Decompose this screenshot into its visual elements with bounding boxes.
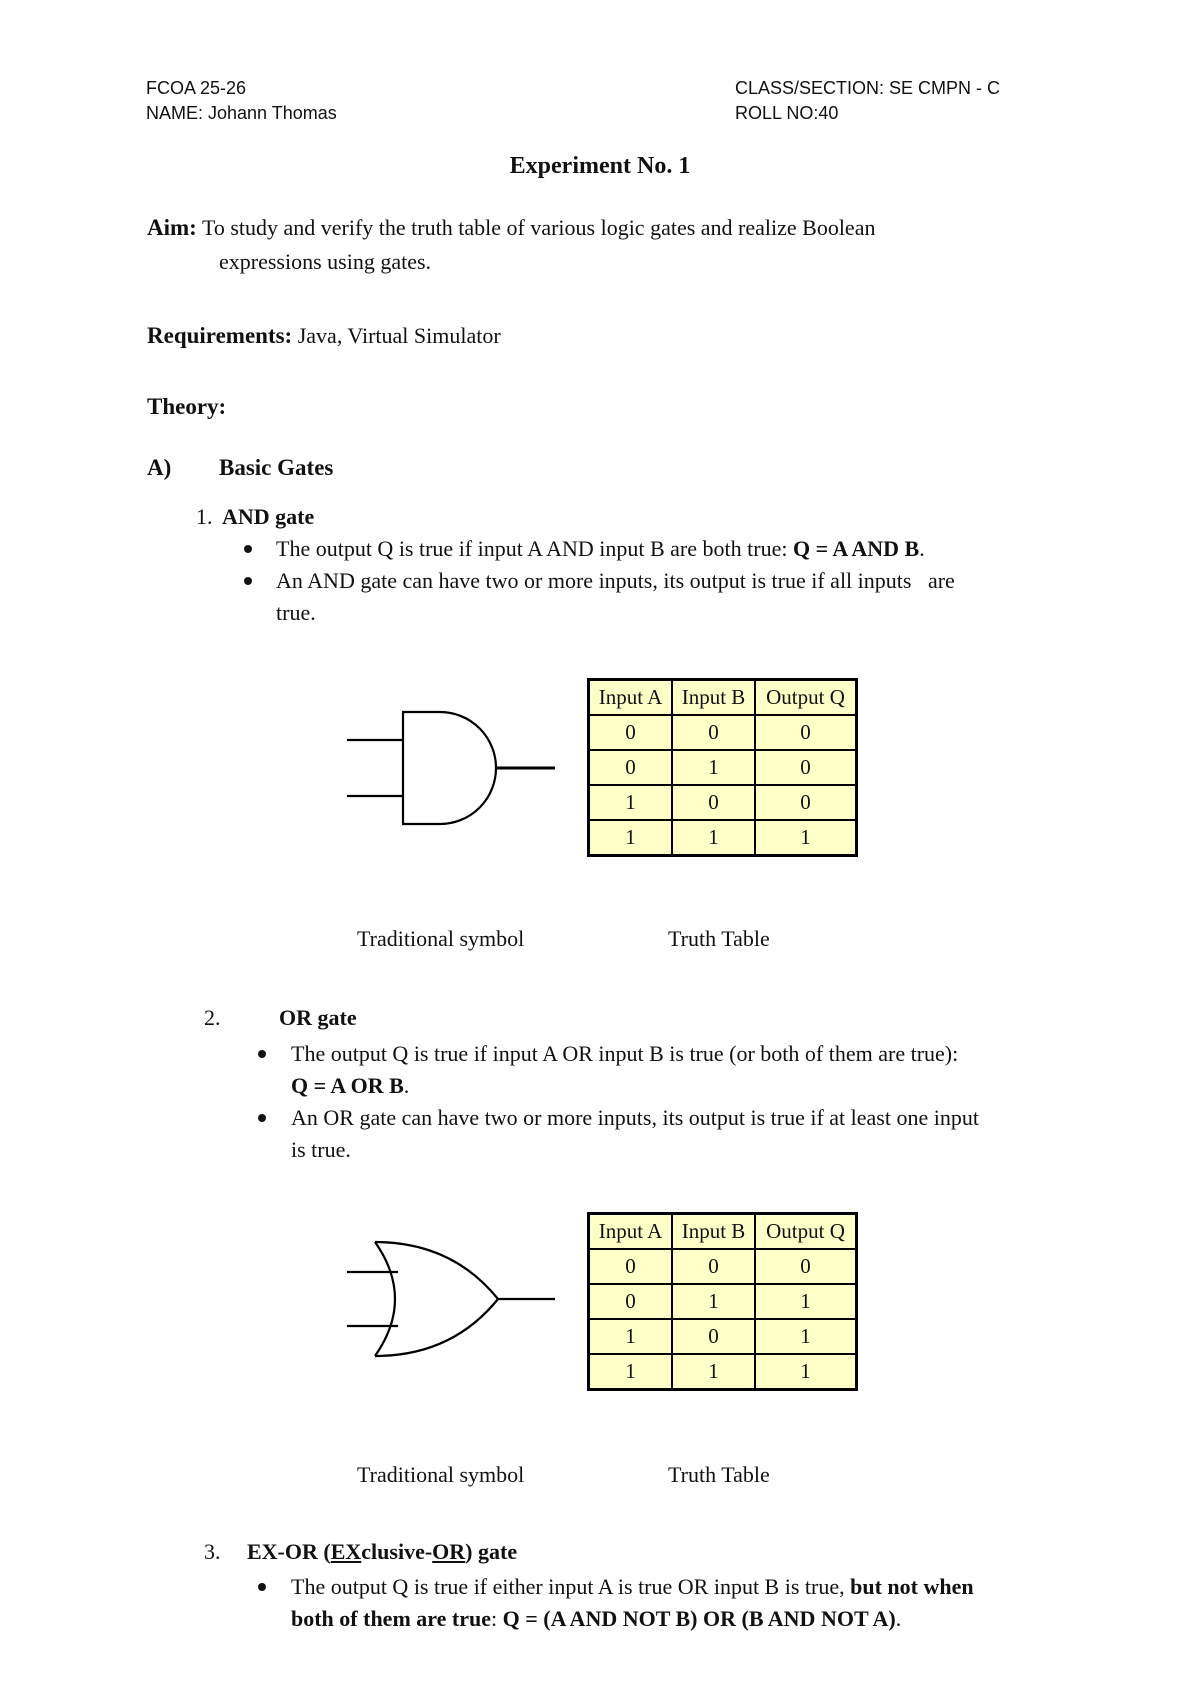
table-row [589, 820, 857, 856]
header-input-a: Input A [589, 1214, 673, 1250]
or-gate-symbol [340, 1235, 560, 1370]
xor-title-ex: EX [330, 1539, 362, 1564]
table-cell: 0 [672, 1249, 755, 1284]
and-bullet-1-text: The output Q is true if input A AND input B are both true: [276, 536, 788, 561]
xor-formula: Q = (A AND NOT B) OR (B AND NOT A) [502, 1606, 896, 1631]
table-cell: 0 [755, 750, 857, 785]
table-row [589, 1319, 857, 1354]
or-bullet-1-end: . [403, 1073, 410, 1098]
and-gate-symbol [340, 700, 560, 830]
or-gate-number: 2. [204, 1005, 221, 1030]
xor-title-mid: clusive- [361, 1539, 433, 1564]
xor-bullet-1-bold-2: both of them are true [291, 1606, 491, 1631]
and-symbol-caption: Traditional symbol [357, 926, 525, 951]
class-section: CLASS/SECTION: SE CMPN - C [735, 78, 1001, 98]
and-gate-number: 1. [196, 504, 213, 529]
table-row [589, 1354, 857, 1390]
table-cell: 0 [672, 1319, 755, 1354]
table-header-row [589, 1214, 857, 1250]
table-cell: 1 [755, 1354, 857, 1390]
table-cell: 0 [755, 785, 857, 820]
or-bullet-1-line-2 [291, 1070, 409, 1102]
header-output-q: Output Q [755, 1214, 857, 1250]
roll-number: ROLL NO:40 [735, 103, 839, 123]
and-bullet-1-end: . [919, 536, 925, 561]
or-bullet-2-line-2: is true. [291, 1137, 351, 1162]
and-truth-table [587, 678, 858, 857]
table-cell: 0 [589, 715, 673, 750]
header-input-b: Input B [672, 680, 755, 716]
bullet-icon [244, 577, 252, 585]
requirements [147, 320, 501, 352]
and-gate-heading [196, 501, 314, 533]
xor-title-pre: EX-OR ( [247, 1539, 331, 1564]
requirements-label: Requirements: [147, 323, 293, 348]
table-cell: 1 [672, 750, 755, 785]
xor-title-or: OR [432, 1539, 466, 1564]
xor-bullet-1-text: The output Q is true if either input A is true OR input B is true, [291, 1574, 845, 1599]
xor-bullet-1-end: . [895, 1606, 902, 1631]
table-cell: 0 [672, 715, 755, 750]
and-formula: Q = A AND B [792, 536, 920, 561]
table-row [589, 750, 857, 785]
table-row [589, 1284, 857, 1319]
table-cell: 1 [672, 820, 755, 856]
xor-colon: : [491, 1606, 498, 1631]
or-formula: Q = A OR B [291, 1073, 404, 1098]
table-cell: 1 [672, 1284, 755, 1319]
aim-line-2: expressions using gates. [219, 249, 432, 274]
table-cell: 1 [589, 1319, 673, 1354]
xor-gate-number: 3. [204, 1539, 221, 1564]
table-cell: 1 [589, 785, 673, 820]
aim-line-1 [147, 212, 875, 244]
header-input-a: Input A [589, 680, 673, 716]
section-a-marker: A) [147, 455, 172, 480]
and-table-caption: Truth Table [668, 926, 770, 951]
table-cell: 0 [589, 1284, 673, 1319]
bullet-icon [244, 545, 252, 553]
table-header-row [589, 680, 857, 716]
table-cell: 1 [755, 1319, 857, 1354]
or-symbol-caption: Traditional symbol [357, 1462, 525, 1487]
table-row [589, 1249, 857, 1284]
xor-bullet-1-bold: but not when [850, 1574, 974, 1599]
requirements-text: Java, Virtual Simulator [297, 323, 501, 348]
and-gate-title: AND gate [222, 504, 315, 529]
table-row [589, 785, 857, 820]
section-a-title: Basic Gates [219, 455, 334, 480]
table-cell: 1 [755, 1284, 857, 1319]
header-input-b: Input B [672, 1214, 755, 1250]
table-cell: 1 [589, 820, 673, 856]
course-header: FCOA 25-26 [146, 78, 247, 98]
table-cell: 1 [672, 1354, 755, 1390]
or-bullet-1-line-1: The output Q is true if input A OR input B is true (or both of them are true): [291, 1041, 959, 1066]
table-cell: 0 [589, 750, 673, 785]
xor-gate-title [247, 1536, 517, 1568]
header-output-q: Output Q [755, 680, 857, 716]
table-cell: 0 [755, 1249, 857, 1284]
bullet-icon [258, 1050, 266, 1058]
table-cell: 1 [755, 820, 857, 856]
bullet-icon [258, 1583, 266, 1591]
aim-text: To study and verify the truth table of various logic gates and realize Boolean [201, 215, 876, 240]
or-truth-table [587, 1212, 858, 1391]
table-cell: 1 [589, 1354, 673, 1390]
xor-bullet-1-line-1 [291, 1571, 974, 1603]
table-cell: 0 [672, 785, 755, 820]
table-cell: 0 [755, 715, 857, 750]
xor-bullet-1-line-2 [291, 1603, 901, 1635]
student-name: NAME: Johann Thomas [146, 103, 337, 123]
and-bullet-2-line-1: An AND gate can have two or more inputs, its output is true if all inputs are [276, 568, 955, 593]
or-bullet-2-line-1: An OR gate can have two or more inputs, its output is true if at least one input [291, 1105, 979, 1130]
table-cell: 0 [589, 1249, 673, 1284]
table-row [589, 715, 857, 750]
page-title: Experiment No. 1 [509, 153, 691, 179]
and-bullet-2-line-2: true. [276, 600, 316, 625]
or-gate-title: OR gate [279, 1005, 357, 1030]
or-table-caption: Truth Table [668, 1462, 770, 1487]
xor-title-post: ) gate [465, 1539, 518, 1564]
aim-label: Aim: [147, 215, 197, 240]
bullet-icon [258, 1114, 266, 1122]
and-bullet-1 [276, 533, 925, 565]
theory-heading: Theory: [147, 394, 227, 419]
